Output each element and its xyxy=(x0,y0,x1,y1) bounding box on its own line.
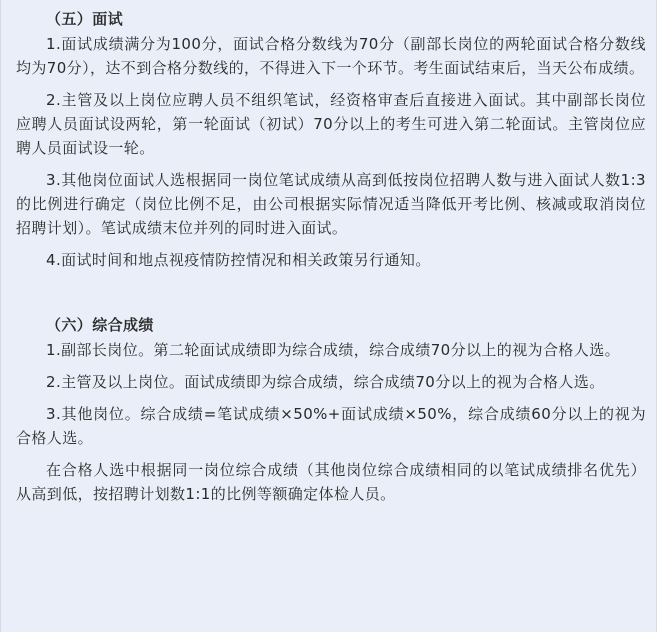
paragraph: 在合格人选中根据同一岗位综合成绩（其他岗位综合成绩相同的以笔试成绩排名优先）从高到低，按招聘计划数1:1的比例等额确定体检人员。 xyxy=(16,461,646,503)
section-composite-score xyxy=(16,312,646,506)
paragraph: 2.主管及以上岗位。面试成绩即为综合成绩，综合成绩70分以上的视为合格人选。 xyxy=(46,373,605,391)
paragraph: 4.面试时间和地点视疫情防控情况和相关政策另行通知。 xyxy=(46,251,431,269)
paragraph: 1.面试成绩满分为100分，面试合格分数线为70分（副部长岗位的两轮面试合格分数线均为70分），达不到合格分数线的，不得进入下一个环节。考生面试结束后，当天公布成绩。 xyxy=(16,35,646,77)
paragraph: 3.其他岗位面试人选根据同一岗位笔试成绩从高到低按岗位招聘人数与进入面试人数1:3的比例进行确定（岗位比例不足，由公司根据实际情况适当降低开考比例、核减或取消岗位招聘计划）。笔试成绩末位并列的同时进入面试。 xyxy=(16,171,646,237)
paragraph: 1.副部长岗位。第二轮面试成绩即为综合成绩，综合成绩70分以上的视为合格人选。 xyxy=(46,341,621,359)
section-interview xyxy=(16,6,646,272)
paragraph: 2.主管及以上岗位应聘人员不组织笔试，经资格审查后直接进入面试。其中副部长岗位应聘人员面试设两轮，第一轮面试（初试）70分以上的考生可进入第二轮面试。主管岗位应聘人员面试设一轮。 xyxy=(16,91,646,157)
paragraph: 3.其他岗位。综合成绩=笔试成绩×50%+面试成绩×50%，综合成绩60分以上的视为合格人选。 xyxy=(16,405,646,447)
section-title-composite-score: （六）综合成绩 xyxy=(46,316,154,334)
section-title-interview: （五）面试 xyxy=(46,10,124,28)
